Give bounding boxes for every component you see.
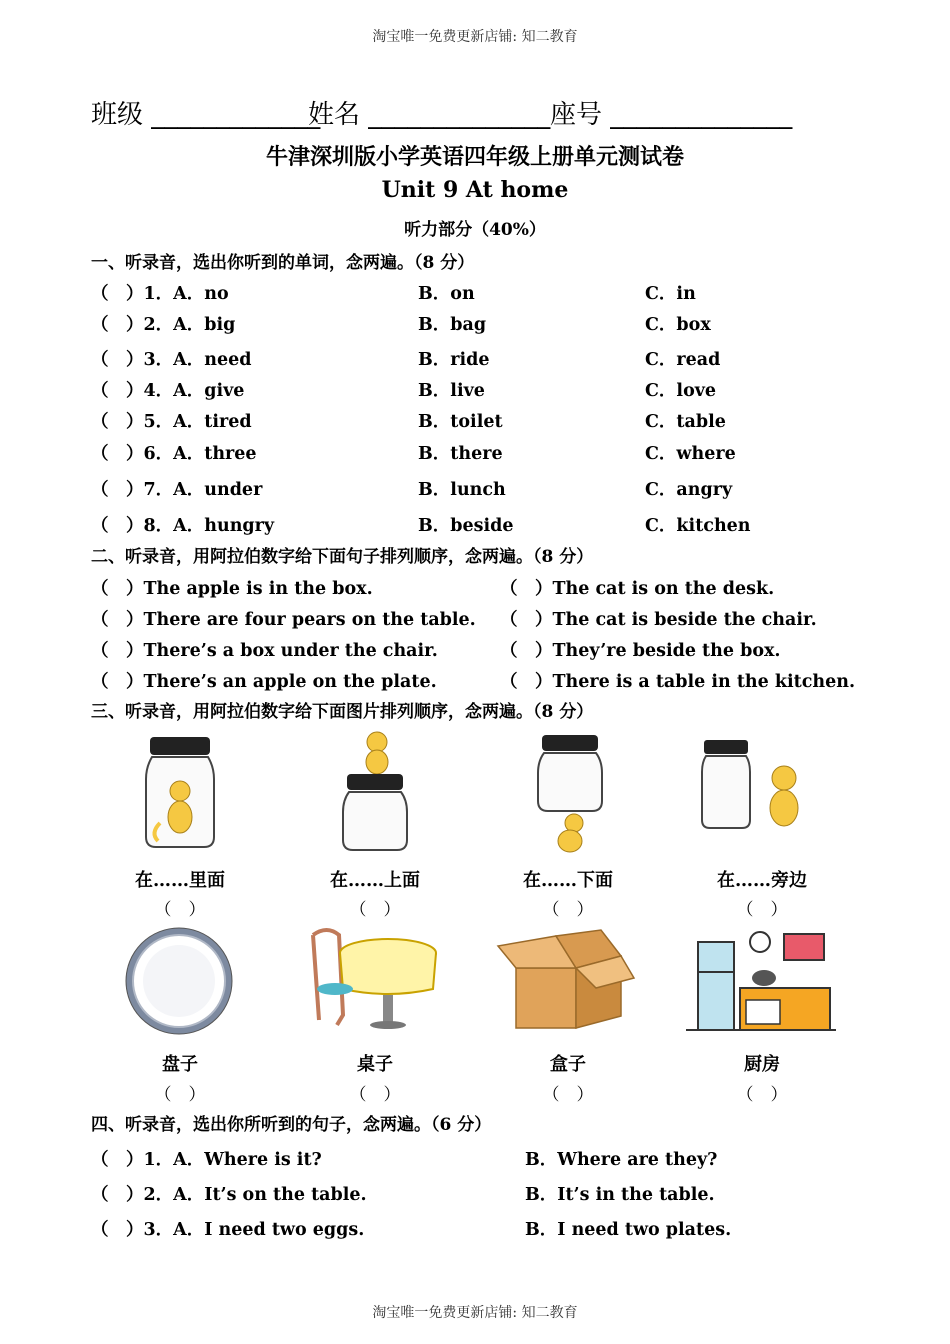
unit-title: Unit 9 At home [381,177,569,203]
q4-item-3-a[interactable]: （ ）3．A．I need two eggs. [91,1220,365,1240]
section-4-heading: 四、听录音，选出你所听到的句子，念两遍。（6 分） [91,1115,492,1135]
cat-on-jar-picture [335,728,415,853]
q2-sentence-right-2[interactable]: （ ）The cat is beside the chair. [500,610,817,630]
q2-sentence-left-1[interactable]: （ ）The apple is in the box. [91,579,373,599]
q3-answer-row2-2[interactable]: （ ） [349,1085,401,1105]
q3-answer-row1-3[interactable]: （ ） [542,900,594,920]
q1-item-1-a[interactable]: （ ）1．A．no [91,284,229,304]
q4-item-3-b: B．I need two plates. [525,1220,732,1240]
seat-field[interactable]: 座号 ______________ [550,100,793,130]
cat-beside-jar-picture [700,738,815,833]
part-label: 听力部分（40%） [404,220,546,240]
q1-item-1-b: B．on [418,284,475,304]
q1-item-3-b: B．ride [418,350,490,370]
q3-answer-row1-4[interactable]: （ ） [736,900,788,920]
q1-item-2-c: C．box [645,315,711,335]
q2-sentence-left-3[interactable]: （ ）There’s a box under the chair. [91,641,438,661]
q2-sentence-right-1[interactable]: （ ）The cat is on the desk. [500,579,775,599]
q1-item-4-a[interactable]: （ ）4．A．give [91,381,245,401]
q1-item-8-a[interactable]: （ ）8．A．hungry [91,516,275,536]
q1-item-8-c: C．kitchen [645,516,751,536]
q1-item-2-b: B．bag [418,315,487,335]
q3-caption-row1-2: 在……上面 [330,870,420,891]
q2-sentence-left-2[interactable]: （ ）There are four pears on the table. [91,610,476,630]
page-footer: 淘宝唯一免费更新店铺: 知二教育 [372,1305,578,1321]
q1-item-3-c: C．read [645,350,721,370]
q1-item-7-a[interactable]: （ ）7．A．under [91,480,263,500]
plate-picture [124,926,234,1036]
q1-item-5-a[interactable]: （ ）5．A．tired [91,412,252,432]
q3-answer-row1-2[interactable]: （ ） [349,900,401,920]
name-field[interactable]: 姓名 ______________ [308,100,551,130]
q1-item-6-a[interactable]: （ ）6．A．three [91,444,257,464]
q3-caption-row1-3: 在……下面 [523,870,613,891]
q3-caption-row2-2: 桌子 [357,1054,393,1075]
q2-sentence-left-4[interactable]: （ ）There’s an apple on the plate. [91,672,437,692]
q3-caption-row2-1: 盘子 [162,1054,198,1075]
q4-item-2-b: B．It’s in the table. [525,1185,715,1205]
q3-answer-row2-3[interactable]: （ ） [542,1085,594,1105]
q1-item-8-b: B．beside [418,516,514,536]
q2-sentence-right-3[interactable]: （ ）They’re beside the box. [500,641,781,661]
q1-item-4-c: C．love [645,381,717,401]
q1-item-2-a[interactable]: （ ）2．A．big [91,315,236,335]
page-header: 淘宝唯一免费更新店铺: 知二教育 [372,29,578,45]
cat-under-jar-picture [530,733,610,855]
q4-item-1-a[interactable]: （ ）1．A．Where is it? [91,1150,322,1170]
section-1-heading: 一、听录音，选出你听到的单词，念两遍。（8 分） [91,253,475,273]
q1-item-3-a[interactable]: （ ）3．A．need [91,350,252,370]
section-3-heading: 三、听录音，用阿拉伯数字给下面图片排列顺序，念两遍。（8 分） [91,702,594,722]
q4-item-1-b: B．Where are they? [525,1150,718,1170]
q3-answer-row2-1[interactable]: （ ） [154,1085,206,1105]
q1-item-4-b: B．live [418,381,485,401]
q1-item-5-c: C．table [645,412,726,432]
class-field[interactable]: 班级 _____________ [91,100,321,130]
table-picture [303,925,441,1030]
q3-answer-row2-4[interactable]: （ ） [736,1085,788,1105]
kitchen-picture [686,928,836,1033]
box-picture [496,928,636,1033]
cat-in-jar-picture [140,733,220,853]
q3-caption-row2-4: 厨房 [744,1054,780,1075]
q1-item-6-b: B．there [418,444,503,464]
page-title: 牛津深圳版小学英语四年级上册单元测试卷 [265,144,684,170]
q1-item-1-c: C．in [645,284,696,304]
q3-caption-row1-4: 在……旁边 [717,870,807,891]
q1-item-5-b: B．toilet [418,412,503,432]
q1-item-7-c: C．angry [645,480,733,500]
section-2-heading: 二、听录音，用阿拉伯数字给下面句子排列顺序，念两遍。（8 分） [91,547,594,567]
q3-caption-row1-1: 在……里面 [135,870,225,891]
q1-item-6-c: C．where [645,444,736,464]
q1-item-7-b: B．lunch [418,480,506,500]
q3-caption-row2-3: 盒子 [550,1054,586,1075]
q2-sentence-right-4[interactable]: （ ）There is a table in the kitchen. [500,672,856,692]
q3-answer-row1-1[interactable]: （ ） [154,900,206,920]
q4-item-2-a[interactable]: （ ）2．A．It’s on the table. [91,1185,367,1205]
